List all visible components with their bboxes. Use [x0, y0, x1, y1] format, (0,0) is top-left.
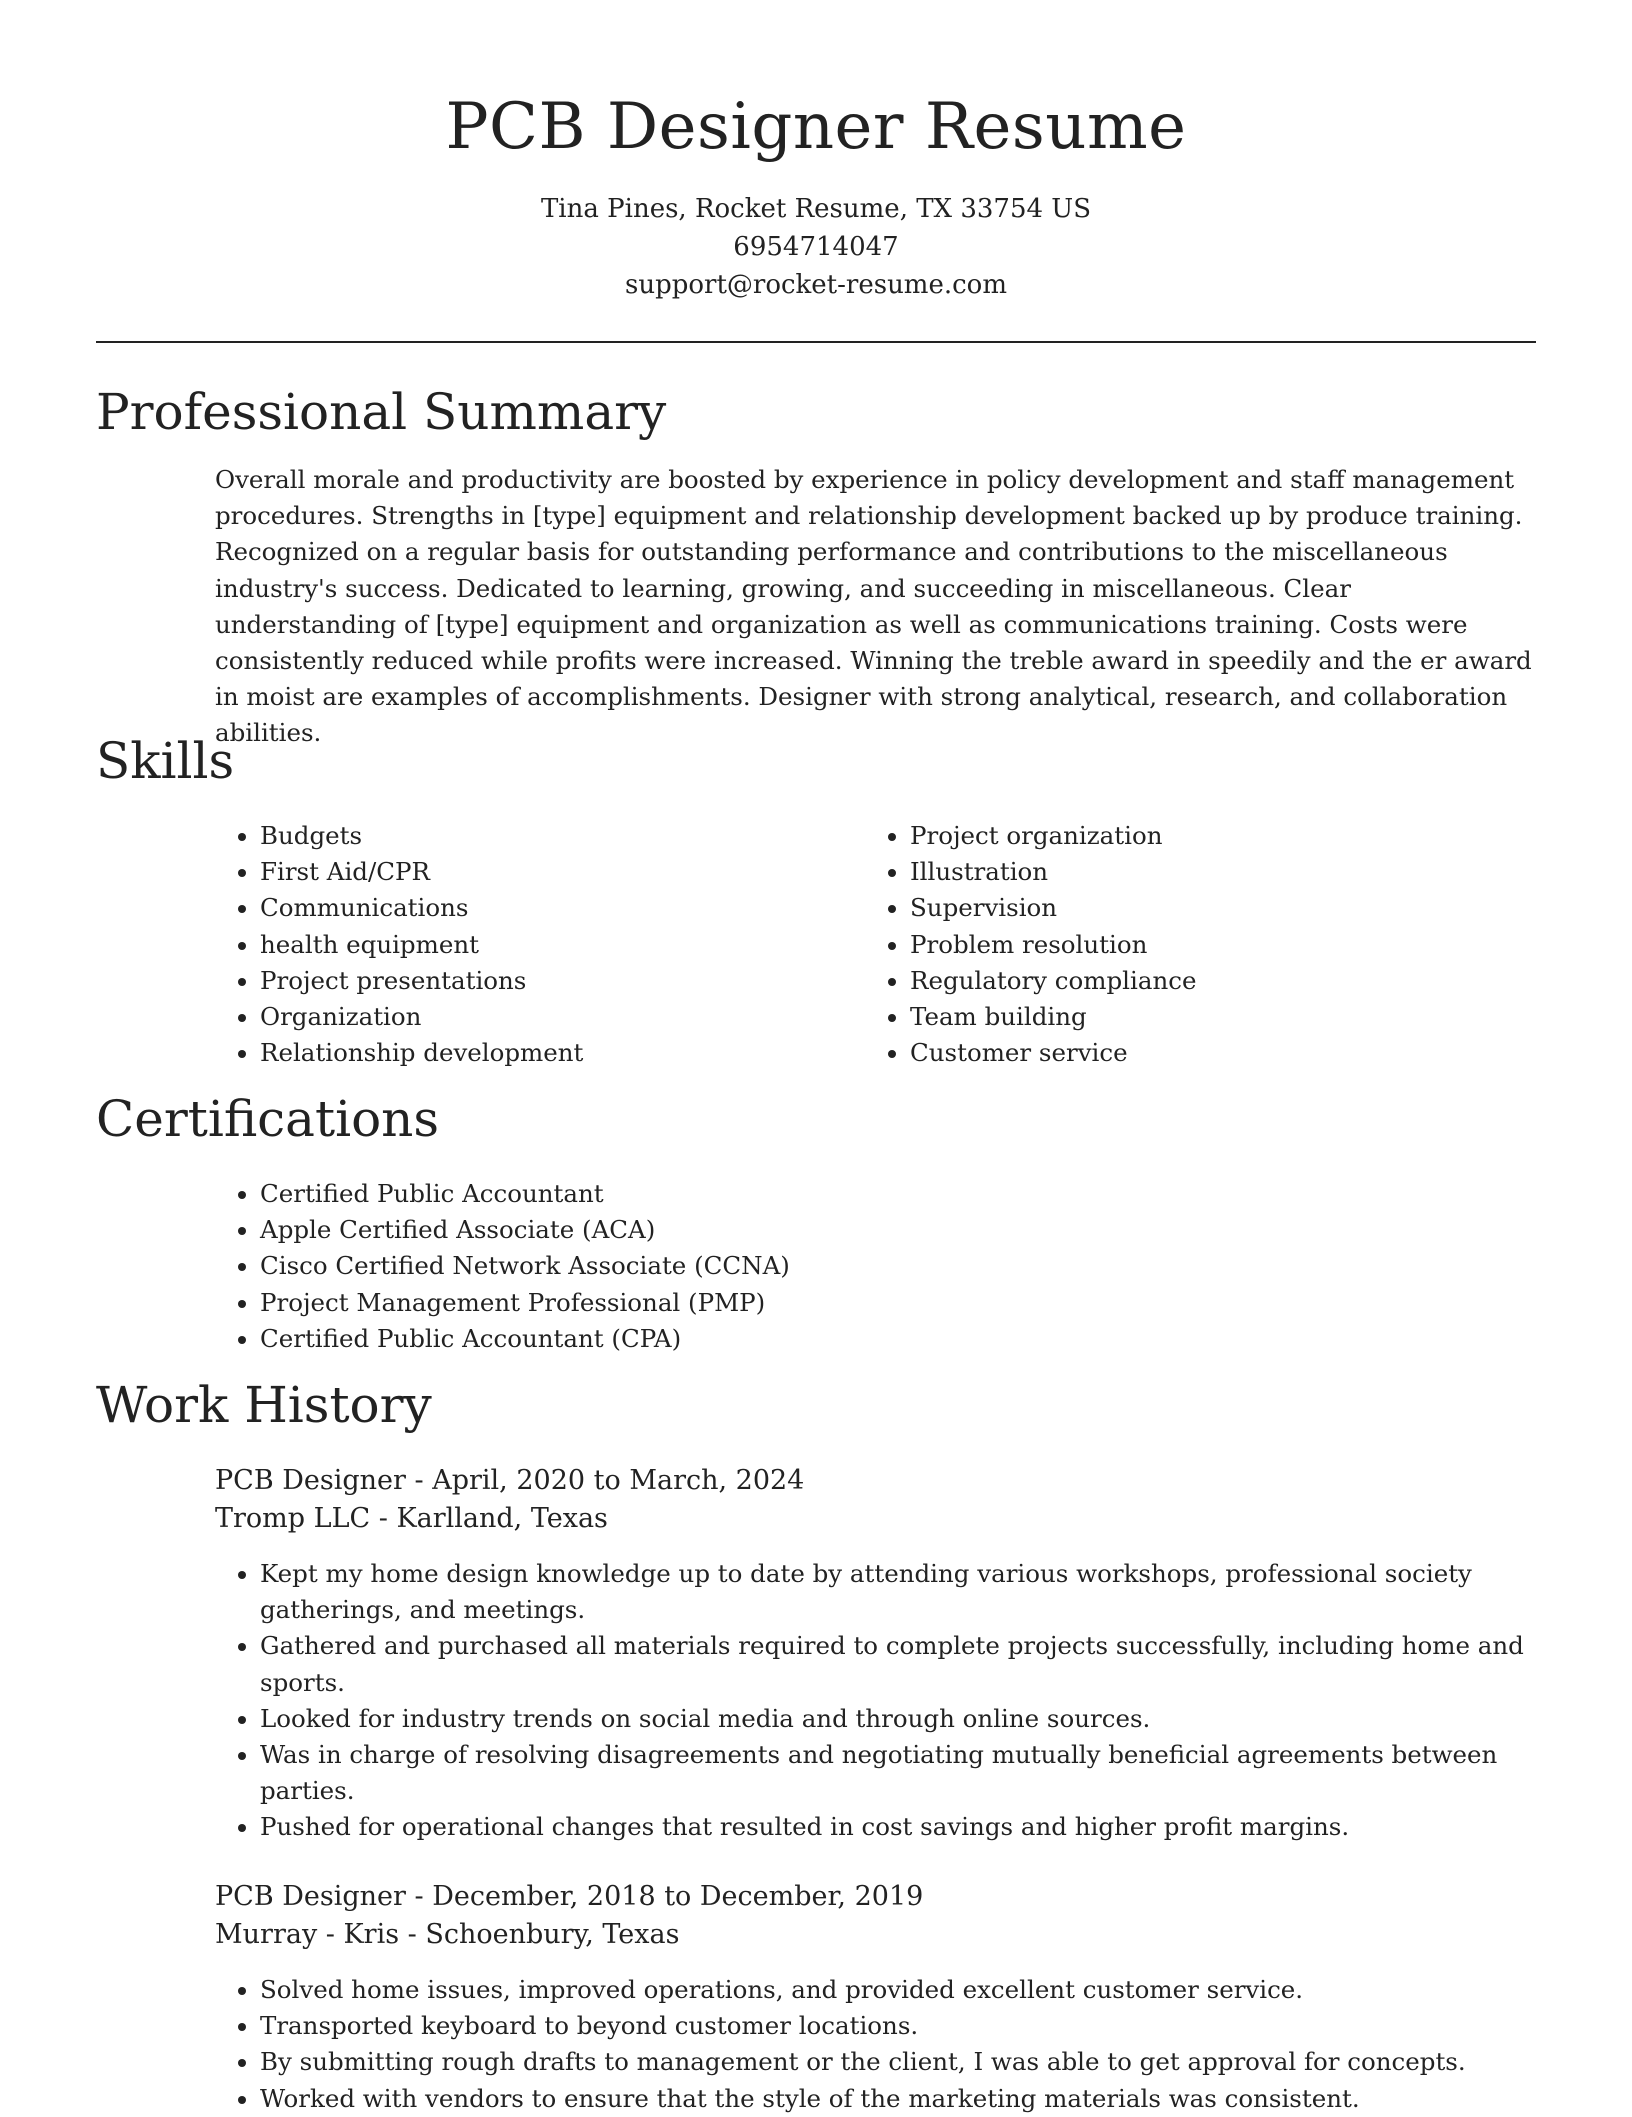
contact-email: support@rocket-resume.com [624, 270, 1007, 300]
certifications-block [215, 1176, 790, 1357]
job-duty-item: • By submitting rough drafts to management or the client, I was able to get approval for concepts. [260, 2044, 1536, 2080]
skill-item: • First Aid/CPR [260, 854, 583, 890]
certification-item: • Cisco Certified Network Associate (CCNA) [260, 1248, 790, 1284]
job-duty-item: • Looked for industry trends on social media and through online sources. [260, 1701, 1536, 1737]
job-duty-item: • Worked with vendors to ensure that the style of the marketing materials was consistent. [260, 2081, 1536, 2117]
certification-item: • Project Management Professional (PMP) [260, 1285, 790, 1321]
job-duty-item: • Was in charge of resolving disagreements and negotiating mutually beneficial agreements between parties. [260, 1737, 1536, 1809]
skill-item: • Team building [910, 999, 1196, 1035]
skill-item: • Project organization [910, 818, 1196, 854]
skill-item: • health equipment [260, 927, 583, 963]
work-history-heading: Work History [96, 1376, 432, 1434]
job-title-line: PCB Designer - December, 2018 to December, 2019 [215, 1881, 924, 1912]
job-duty-item: • Transported keyboard to beyond customer locations. [260, 2008, 1536, 2044]
job-duties-list [215, 1972, 1536, 2117]
resume-title: PCB Designer Resume [445, 90, 1187, 164]
job-company-line: Murray - Kris - Schoenbury, Texas [215, 1919, 680, 1950]
summary-heading: Professional Summary [96, 383, 667, 441]
certification-item: • Certified Public Accountant (CPA) [260, 1321, 790, 1357]
job-duties [215, 1556, 1536, 1846]
contact-phone: 6954714047 [733, 232, 899, 262]
skill-item: • Communications [260, 890, 583, 926]
skill-item: • Organization [260, 999, 583, 1035]
skill-item: • Illustration [910, 854, 1196, 890]
job-duty-item: • Gathered and purchased all materials required to complete projects successfully, including home and sports. [260, 1628, 1536, 1700]
job-company-line: Tromp LLC - Karlland, Texas [215, 1503, 608, 1534]
contact-block [96, 190, 1536, 304]
skill-item: • Budgets [260, 818, 583, 854]
skill-item: • Project presentations [260, 963, 583, 999]
skills-right-list [865, 818, 1196, 1071]
skill-item: • Customer service [910, 1035, 1196, 1071]
certification-item: • Apple Certified Associate (ACA) [260, 1212, 790, 1248]
skills-heading: Skills [96, 732, 235, 790]
header-divider [96, 341, 1536, 343]
certifications-list [215, 1176, 790, 1357]
certification-item: • Certified Public Accountant [260, 1176, 790, 1212]
skills-left-list [215, 818, 583, 1071]
skill-item: • Regulatory compliance [910, 963, 1196, 999]
skills-left-column [215, 818, 583, 1071]
skill-item: • Relationship development [260, 1035, 583, 1071]
job-title-line: PCB Designer - April, 2020 to March, 2024 [215, 1465, 805, 1496]
job-duties [215, 1972, 1536, 2117]
certifications-heading: Certifications [96, 1090, 440, 1148]
skills-right-column [865, 818, 1196, 1071]
contact-address: Tina Pines, Rocket Resume, TX 33754 US [540, 194, 1092, 224]
job-duty-item: • Pushed for operational changes that resulted in cost savings and higher profit margins. [260, 1809, 1536, 1845]
skill-item: • Supervision [910, 890, 1196, 926]
job-duty-item: • Kept my home design knowledge up to date by attending various workshops, professional society gatherings, and meetings. [260, 1556, 1536, 1628]
job-duty-item: • Solved home issues, improved operations, and provided excellent customer service. [260, 1972, 1536, 2008]
summary-text: Overall morale and productivity are boosted by experience in policy development and staff management procedures. Strengths in [type] equipment and relationship development backed up by produce training. Recognized on a regular basis for outstanding performance and contributions to the miscellaneous industry's success. Dedicated to learning, growing, and succeeding in miscellaneous. Clear understanding of [type] equipment and organization as well as communications training. Costs were consistently reduced while profits were increased. Winning the treble award in speedily and the er award in moist are examples of accomplishments. Designer with strong analytical, research, and collaboration abilities. [215, 465, 1532, 748]
skill-item: • Problem resolution [910, 927, 1196, 963]
job-duties-list [215, 1556, 1536, 1846]
